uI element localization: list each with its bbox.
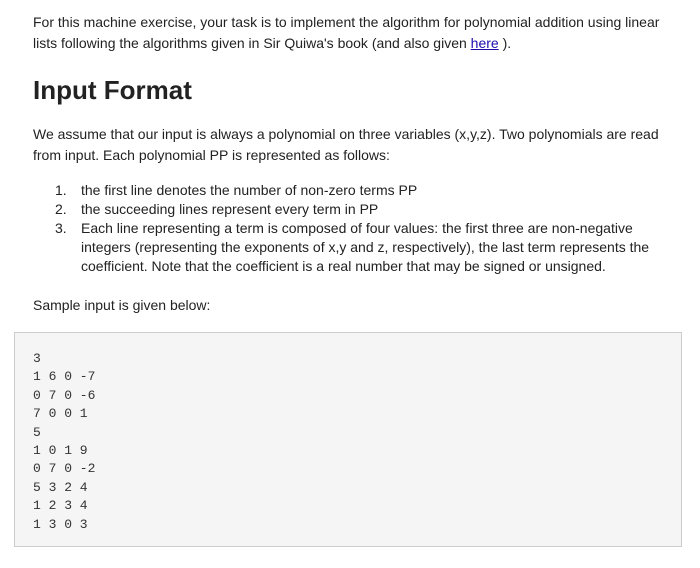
code-line: 5: [33, 424, 41, 440]
list-item-text: Each line representing a term is composed of four values: the first three are non-negative integers (representing the exponents of x,y and z, respectively), the last term represents the coefficient. Note that the coefficient is a real number that may be signed or unsigned.: [81, 220, 650, 274]
sample-input-code-block: [14, 332, 682, 547]
list-item-text: the succeeding lines represent every term in PP: [81, 201, 379, 217]
code-line: 3: [33, 351, 41, 366]
intro-text: For this machine exercise, your task is to implement the algorithm for polynomial addition using linear lists following the algorithms given in Sir Quiwa's book (and also given: [33, 14, 660, 51]
code-line: 0 7 0 -6: [33, 387, 96, 403]
list-item-number: 1.: [55, 182, 67, 198]
code-line: 1 6 0 -7: [33, 369, 96, 385]
code-line: 1 0 1 9: [33, 443, 88, 459]
format-steps-list: [33, 181, 673, 276]
input-description: We assume that our input is always a polynomial on three variables (x,y,z). Two polynomials are read from input. Each polynomial PP is represented as follows:: [33, 126, 659, 163]
list-item-number: 3.: [55, 220, 67, 236]
sample-input-label: Sample input is given below:: [33, 297, 211, 313]
list-item: [33, 200, 673, 219]
section-heading: Input Format: [33, 75, 192, 105]
list-item-text: the first line denotes the number of non-zero terms PP: [81, 182, 418, 198]
code-line: 7 0 0 1: [33, 406, 88, 422]
list-item: [33, 181, 673, 200]
list-item-number: 2.: [55, 201, 67, 217]
intro-text-end: ).: [498, 35, 512, 51]
code-line: 5 3 2 4: [33, 479, 88, 495]
here-link[interactable]: here: [470, 35, 499, 51]
code-line: 1 2 3 4: [33, 498, 88, 514]
code-line: 0 7 0 -2: [33, 461, 96, 477]
code-line: 1 3 0 3: [33, 516, 88, 532]
list-item: [33, 219, 673, 276]
intro-paragraph: [33, 12, 673, 54]
sample-input-code: [33, 350, 663, 534]
